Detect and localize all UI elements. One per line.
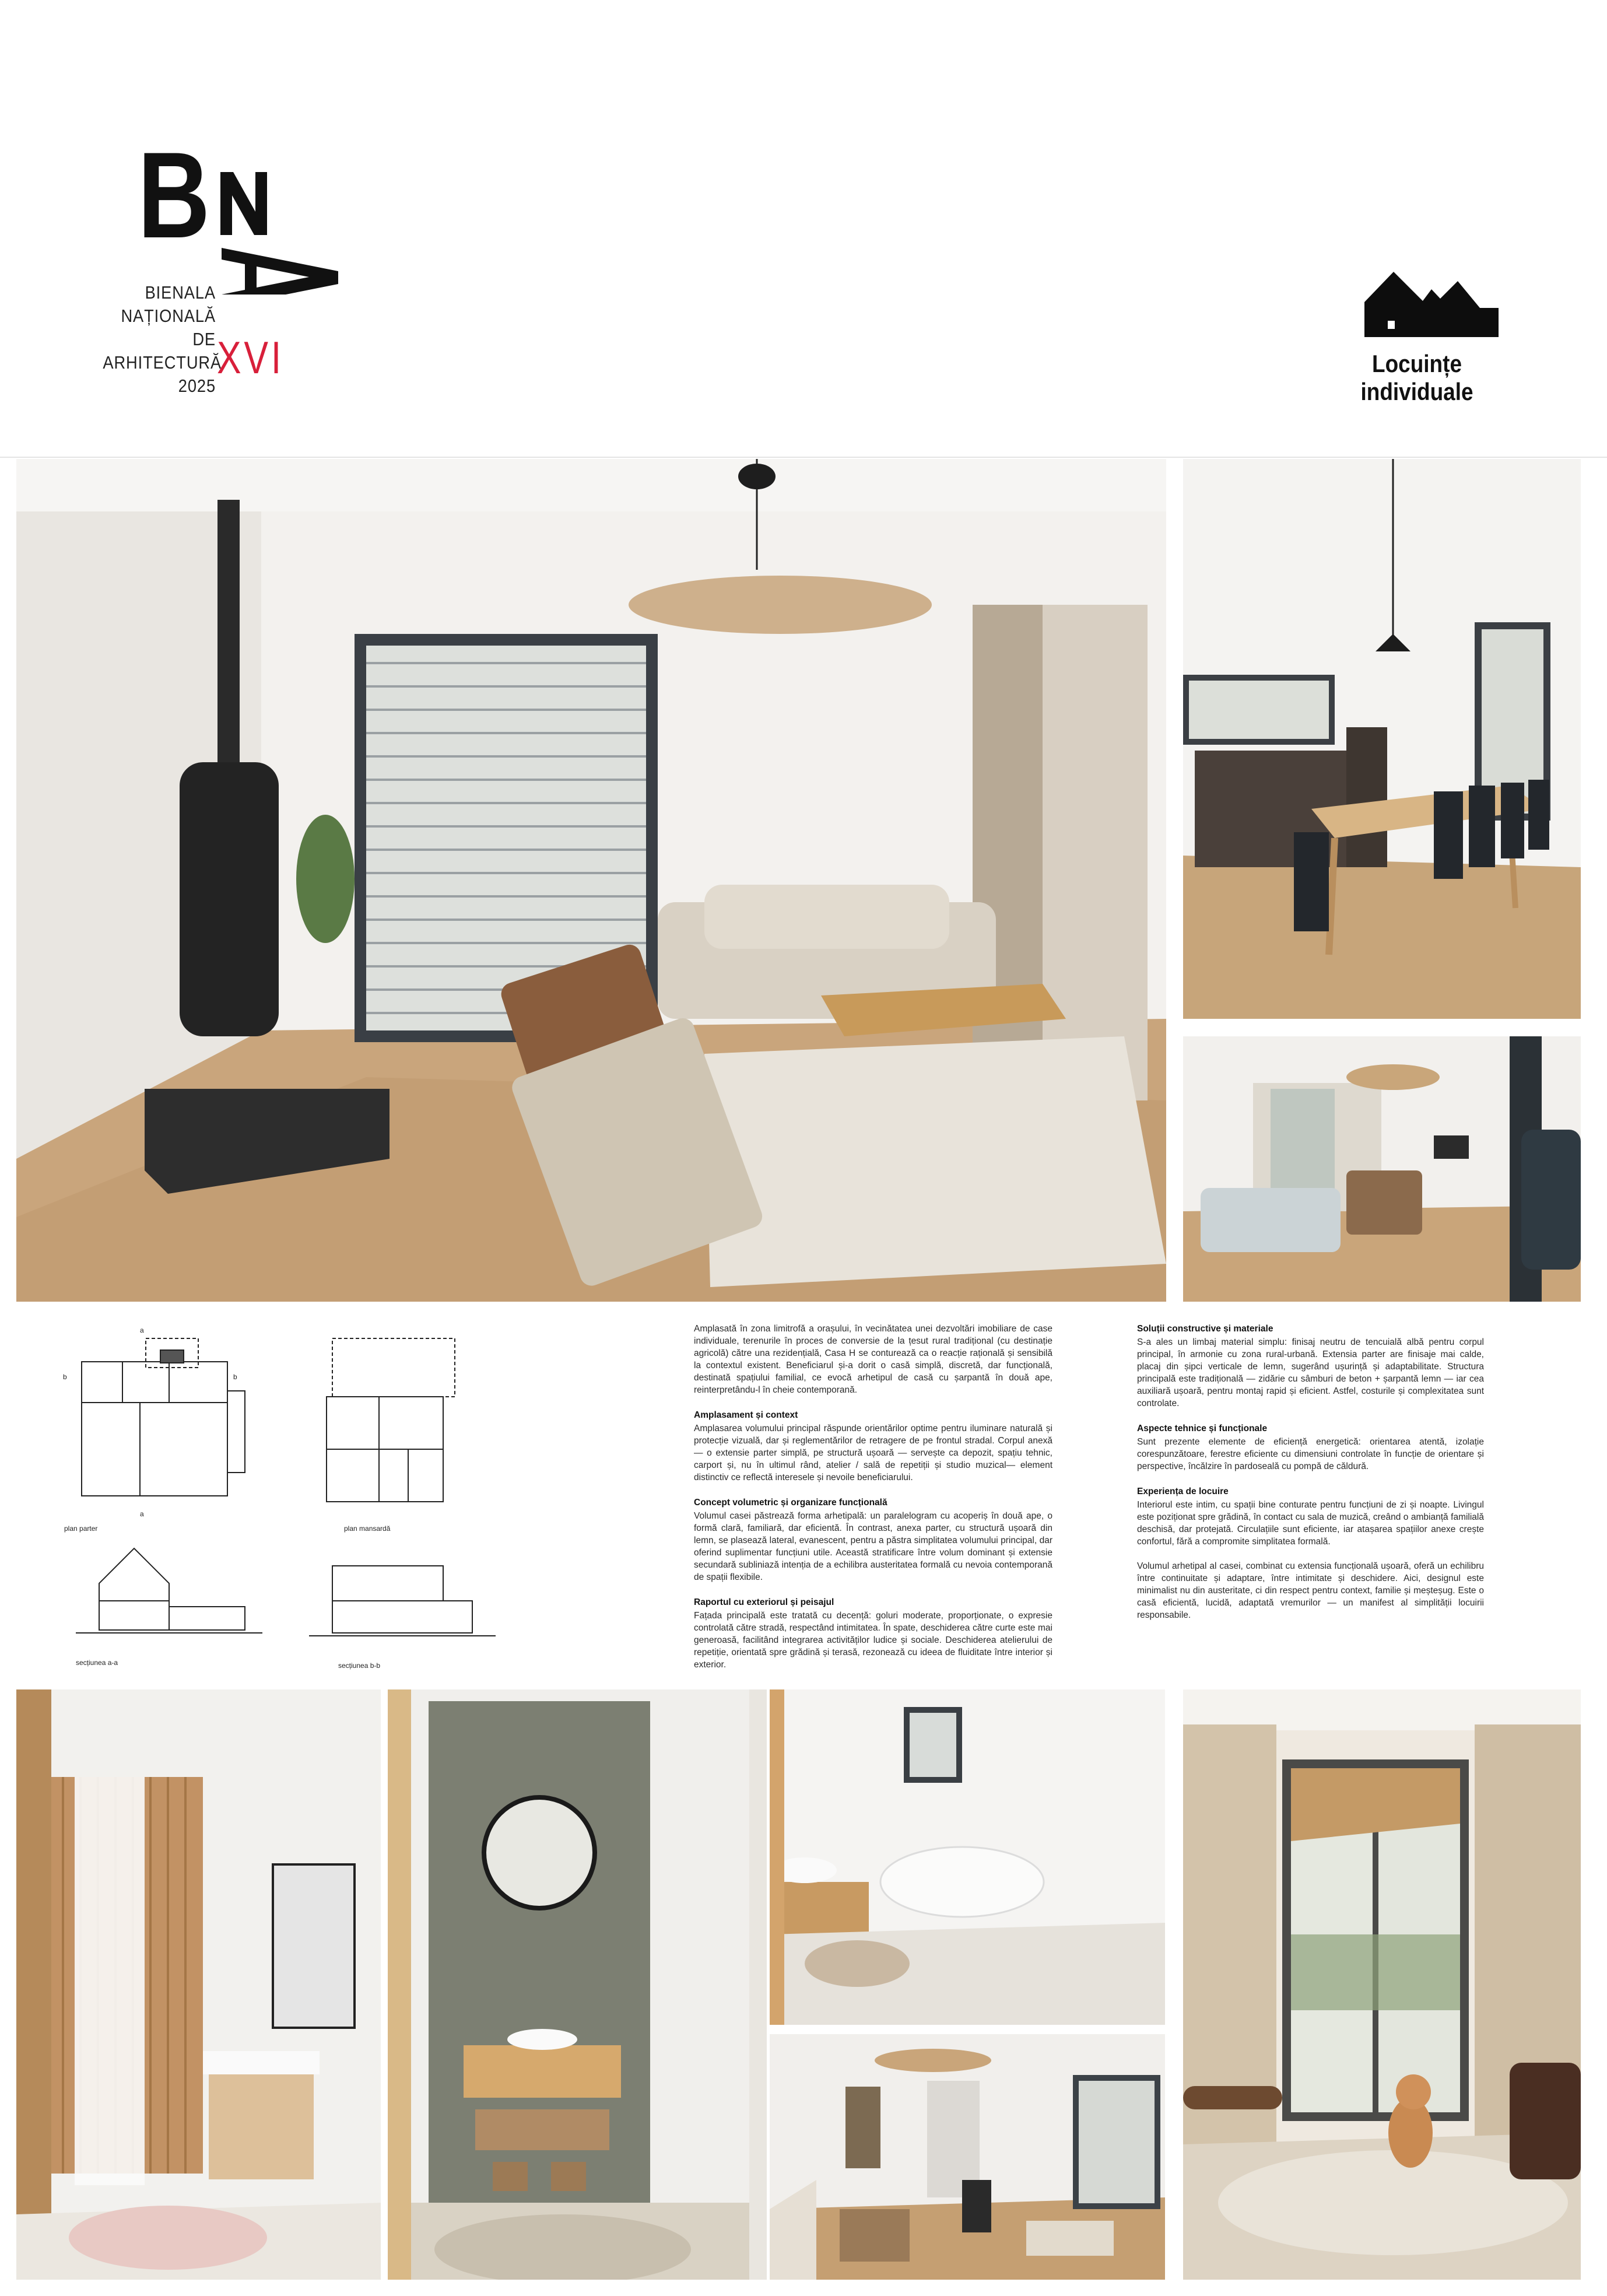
- body-concept: Volumul casei păstrează forma arhetipală: un paralelogram cu acoperiș în două ape, o formă clară, familiară, dar eficientă. În contrast, anexa parter, cu structură ușoară din lemn, se plasează lateral, evanescent, pentru a păstra simplitatea volumului principal, dar oferind suplimentar funcțiuni utile. Această stratificare între volum dominant și extensie secundară subliniază intenția de a echilibra austeritatea formală cu nevoia contemporană de spații flexibile.: [694, 1511, 1052, 1582]
- caption-section-b: secțiunea b-b: [338, 1661, 381, 1670]
- body-experienta-2: Volumul arhetipal al casei, combinat cu extensia funcțională ușoară, oferă un echilibru între continuitate și adaptare, între intimitate și deschidere. Aici, designul este minimalist nu din austeritate, ci din respect pentru context, familie și meșteșug. Este o casă eficientă, lucidă, adaptată vremurilor — un manifest al simplității locuirii responsabile.: [1137, 1561, 1484, 1620]
- section-mark-a-bottom: a: [140, 1510, 144, 1518]
- logo-subtitle-line-1: BIENALA: [145, 282, 216, 303]
- header-divider: [0, 457, 1607, 458]
- category-label: Locuințe individuale: [1360, 350, 1473, 405]
- logo-subtitle-line-3: DE: [192, 329, 216, 349]
- heading-solutii: Soluții constructive și materiale: [1137, 1324, 1273, 1334]
- logo-edition: XVI: [217, 332, 284, 383]
- logo-subtitle-line-2: NAȚIONALĂ: [121, 306, 216, 326]
- photo-bathtub: [770, 1689, 1165, 2025]
- heading-exterior: Raportul cu exteriorul și peisajul: [694, 1597, 834, 1607]
- text-column-1: [694, 1323, 1052, 1671]
- logo-letter-b: B: [138, 127, 209, 264]
- floor-plans-and-sections: [52, 1315, 636, 1682]
- photo-living-wide: [1183, 1036, 1581, 1302]
- heading-experienta: Experiența de locuire: [1137, 1487, 1229, 1496]
- body-experienta: Interiorul este intim, cu spații bine conturate pentru funcțiuni de zi și noapte. Livingul este poziționat spre grădină, în contact cu sala de muzică, creând o ambianță familială deschisă, dar protejată. Circulațiile sunt eficiente, iar atașarea spațiilor anexe crește confortul, fără a compromite simplitatea formală.: [1137, 1500, 1484, 1547]
- photo-kitchen-dining: [1183, 459, 1581, 1019]
- photo-shower-bathroom: [16, 1689, 381, 2280]
- logo-na-icon: [210, 160, 344, 295]
- house-silhouette-icon: [1364, 267, 1499, 337]
- section-mark-a-top: a: [140, 1326, 144, 1334]
- photo-living-room: [16, 459, 1166, 1302]
- body-solutii: S-a ales un limbaj material simplu: finisaj neutru de tencuială albă pentru corpul principal, în armonie cu zona rural-urbană. Extensia parter are finisaje mai calde, placaj din șipci verticale de lemn, sugerând ușurință și adaptabilitate. Structura principală este tradițională — zidărie cu sâmburi de beton + șarpantă lemn — iar cea auxiliară ușoară, pentru montaj rapid și eficient. Astfel, costurile și complexitatea sunt controlate.: [1137, 1337, 1484, 1408]
- heading-aspecte: Aspecte tehnice și funcționale: [1137, 1424, 1268, 1433]
- logo-na-mark: [210, 160, 344, 295]
- body-aspecte: Sunt prezente elemente de eficiență energetică: orientarea atentă, izolație corespunzătoare, ferestre eficiente cu dimensiuni controlate în funcție de orientare și perspective, încălzire în pardoseală cu pompă de căldură.: [1137, 1437, 1484, 1471]
- heading-amplasament: Amplasament și context: [694, 1410, 798, 1420]
- photo-washbasin-bathroom: [388, 1689, 767, 2280]
- photo-living-stairs: [770, 2034, 1165, 2280]
- logo-subtitle-line-5: 2025: [178, 376, 216, 396]
- section-mark-b-right: b: [233, 1373, 237, 1381]
- caption-plan-upper: plan mansardă: [344, 1524, 391, 1533]
- intro-paragraph: Amplasată în zona limitrofă a orașului, în vecinătatea unei dezvoltări imobiliare de case individuale, terenurile în proces de conversie de la țesut rural tradițional (cu destinație agricolă) către una rezidențială, Casa H se conturează ca o reacție rațională și sensibilă la contextul existent. Beneficiarul și-a dorit o casă simplă, discretă, dar funcțională, destinată spațiului familial, ce evocă arhetipul de casă cu șarpantă în două ape, reinterpretându-l în cheie contemporană.: [694, 1324, 1052, 1395]
- body-exterior: Fațada principală este tratată cu decență: goluri moderate, proporționate, o expresie controlată către stradă, respectând intimitatea. În spate, deschiderea către curte este mai generoasă, facilitând integrarea activităților ludice și sociale. Deschiderea atelierului de repetiție, orientată spre grădină și terasă, rezonează cu ideea de fluiditate între interior și exterior.: [694, 1611, 1052, 1670]
- architectural-drawings: [52, 1315, 636, 1682]
- photo-terrace-cat: [1183, 1689, 1581, 2280]
- heading-concept: Concept volumetric și organizare funcțională: [694, 1498, 887, 1508]
- section-mark-b-left: b: [63, 1373, 67, 1381]
- caption-plan-ground: plan parter: [64, 1524, 98, 1533]
- logo-subtitle-line-4: ARHITECTURĂ: [103, 352, 222, 373]
- caption-section-a: secțiunea a-a: [76, 1659, 118, 1667]
- text-column-2: [1137, 1323, 1484, 1621]
- logo-subtitle: [103, 281, 222, 398]
- body-amplasament: Amplasarea volumului principal răspunde orientărilor optime pentru iluminare naturală și protecție vizuală, dar și reglementărilor de retragere de pe frontul stradal. Corpul anexă — o extensie parter simplă, pe structură ușoară — servește ca depozit, spațiu tehnic, carport și, nu în ultimul rând, atelier / sală de repetiții și studio muzical— element distinctiv ce reflectă interesele și nevoile beneficiarului.: [694, 1424, 1052, 1482]
